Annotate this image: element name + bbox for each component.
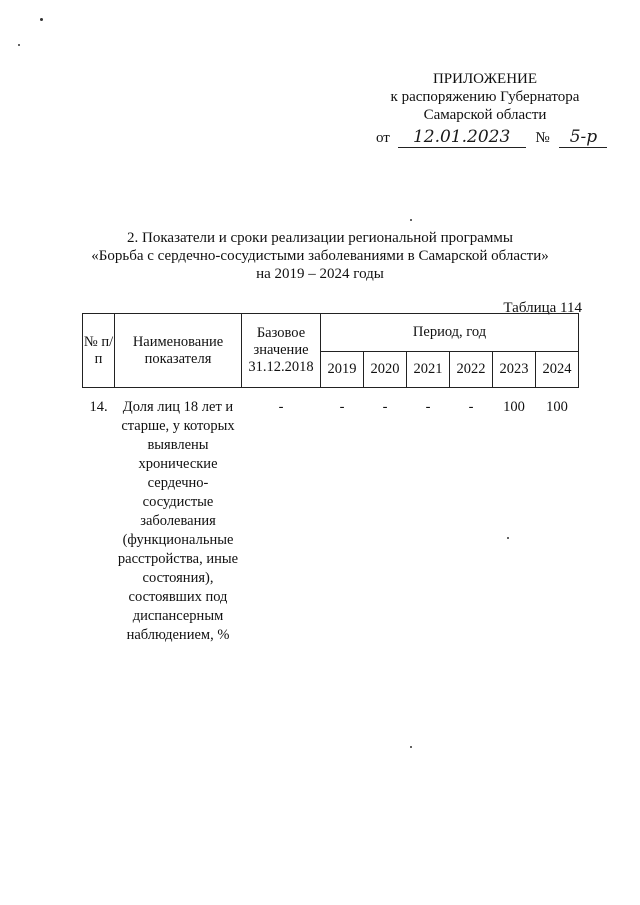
section-title-line-3: на 2019 – 2024 годы xyxy=(256,266,384,282)
table-label: Таблица 114 xyxy=(503,300,582,316)
header-num: № п/п xyxy=(83,314,115,388)
scan-speck xyxy=(507,537,509,539)
scan-speck xyxy=(410,746,412,748)
appendix-date-line xyxy=(376,127,607,148)
row-value-2020: - xyxy=(382,399,388,415)
scan-speck xyxy=(18,44,20,46)
appendix-line-1: к распоряжению Губернатора xyxy=(390,89,580,105)
indicators-table xyxy=(82,313,579,645)
number-label: № xyxy=(535,130,550,146)
header-period: Период, год xyxy=(321,314,579,352)
table-row xyxy=(83,388,579,646)
row-num: 14. xyxy=(89,399,108,415)
header-year: 2024 xyxy=(536,352,579,388)
row-base-value: - xyxy=(278,399,284,415)
row-value-2022: - xyxy=(468,399,474,415)
header-year: 2022 xyxy=(450,352,493,388)
header-base: Базовое значение 31.12.2018 xyxy=(242,314,321,388)
header-year: 2019 xyxy=(321,352,364,388)
header-year: 2023 xyxy=(493,352,536,388)
appendix-date: 12.01.2023 xyxy=(398,127,526,148)
appendix-number: 5-р xyxy=(559,127,607,148)
section-title xyxy=(70,229,570,283)
header-name: Наименование показателя xyxy=(115,314,242,388)
header-year: 2021 xyxy=(407,352,450,388)
appendix-title: ПРИЛОЖЕНИЕ xyxy=(432,71,538,87)
header-year: 2020 xyxy=(364,352,407,388)
row-value-2023: 100 xyxy=(503,399,525,415)
section-title-line-1: 2. Показатели и сроки реализации региональной программы xyxy=(127,230,513,246)
section-title-line-2: «Борьба с сердечно-сосудистыми заболеваниями в Самарской области» xyxy=(91,248,549,264)
from-label: от xyxy=(376,130,390,146)
row-value-2019: - xyxy=(339,399,345,415)
appendix-line-2: Самарской области xyxy=(423,107,547,123)
row-value-2024: 100 xyxy=(546,399,568,415)
row-name: Доля лиц 18 лет и старше, у которых выявлены хронические сердечно-сосудистые заболевания (функциональные расстройства, иные состояния), состоявших под диспансерным наблюдением, % xyxy=(117,399,239,643)
row-value-2021: - xyxy=(425,399,431,415)
scan-speck xyxy=(410,219,412,221)
scan-speck xyxy=(40,18,43,21)
appendix-block xyxy=(360,70,610,124)
